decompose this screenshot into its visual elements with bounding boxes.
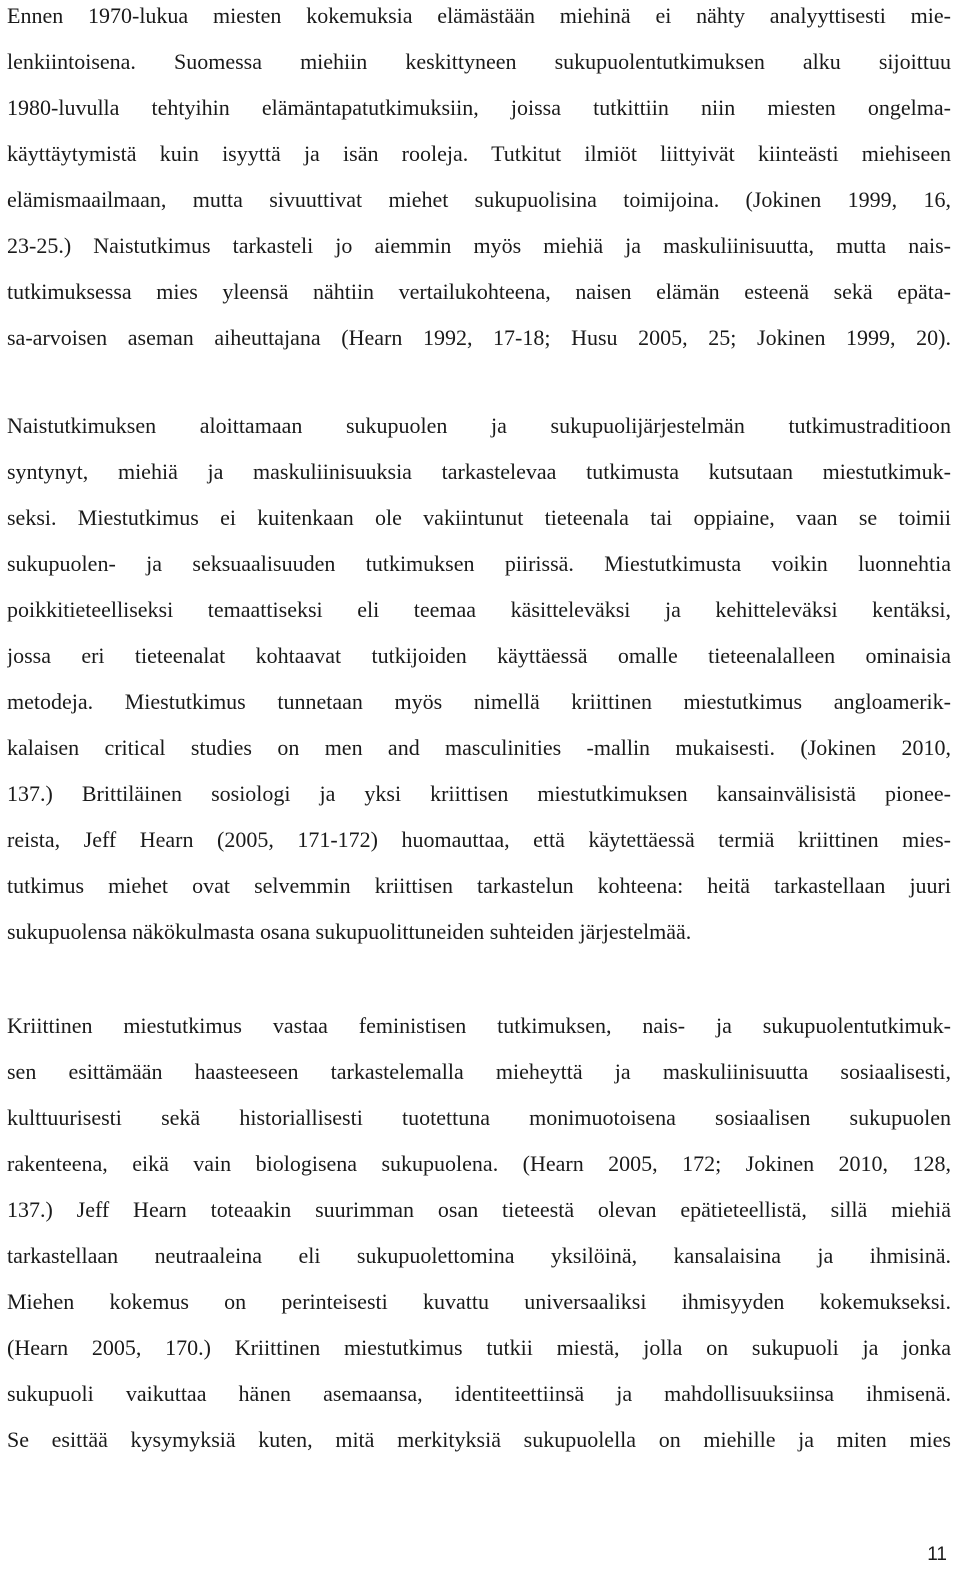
paragraph-1 — [7, 0, 951, 361]
text-line: sa-arvoisen aseman aiheuttajana (Hearn 1992, 17-18; Husu 2005, 25; Jokinen 1999, 20). — [7, 325, 951, 350]
text-line: sukupuolen- ja seksuaalisuuden tutkimuksen piirissä. Miestutkimusta voikin luonnehtia — [7, 551, 951, 576]
text-line: sukupuoli vaikuttaa hänen asemaansa, identiteettiinsä ja mahdollisuuksiinsa ihmisenä. — [7, 1381, 951, 1406]
text-line: (Hearn 2005, 170.) Kriittinen miestutkimus tutkii miestä, jolla on sukupuoli ja jonka — [7, 1335, 951, 1360]
text-line: käyttäytymistä kuin isyyttä ja isän rooleja. Tutkitut ilmiöt liittyivät kiinteästi miehiseen — [7, 141, 951, 166]
text-line: tarkastellaan neutraaleina eli sukupuolettomina yksilöinä, kansalaisina ja ihmisinä. — [7, 1243, 951, 1268]
text-line: Ennen 1970-lukua miesten kokemuksia elämästään miehinä ei nähty analyyttisesti mie- — [7, 3, 951, 28]
text-line: Miehen kokemus on perinteisesti kuvattu universaaliksi ihmisyyden kokemukseksi. — [7, 1289, 951, 1314]
text-line: metodeja. Miestutkimus tunnetaan myös nimellä kriittinen miestutkimus angloamerik- — [7, 689, 951, 714]
page-number: 11 — [927, 1544, 947, 1565]
text-line: kulttuurisesti sekä historiallisesti tuotettuna monimuotoisena sosiaalisen sukupuolen — [7, 1105, 951, 1130]
text-line: sen esittämään haasteeseen tarkastelemalla mieheyttä ja maskuliinisuutta sosiaalisesti, — [7, 1059, 951, 1084]
text-line: reista, Jeff Hearn (2005, 171-172) huomauttaa, että käytettäessä termiä kriittinen mies- — [7, 827, 951, 852]
text-line: tutkimus miehet ovat selvemmin kriittisen tarkastelun kohteena: heitä tarkastellaan juuri — [7, 873, 951, 898]
text-line: 137.) Brittiläinen sosiologi ja yksi kriittisen miestutkimuksen kansainvälisistä pionee- — [7, 781, 951, 806]
text-line: 137.) Jeff Hearn toteaakin suurimman osan tieteestä olevan epätieteellistä, sillä miehiä — [7, 1197, 951, 1222]
text-line: 1980-luvulla tehtyihin elämäntapatutkimuksiin, joissa tutkittiin niin miesten ongelma- — [7, 95, 951, 120]
text-line: seksi. Miestutkimus ei kuitenkaan ole vakiintunut tieteenala tai oppiaine, vaan se toimii — [7, 505, 951, 530]
text-line: Kriittinen miestutkimus vastaa feministisen tutkimuksen, nais- ja sukupuolentutkimuk- — [7, 1013, 951, 1038]
text-line: tutkimuksessa mies yleensä nähtiin vertailukohteena, naisen elämän esteenä sekä epäta- — [7, 279, 951, 304]
text-line: lenkiintoisena. Suomessa miehiin keskittyneen sukupuolentutkimuksen alku sijoittuu — [7, 49, 951, 74]
text-line: sukupuolensa näkökulmasta osana sukupuolittuneiden suhteiden järjestelmää. — [7, 919, 692, 944]
text-line: Se esittää kysymyksiä kuten, mitä merkityksiä sukupuolella on miehille ja miten mies — [7, 1427, 951, 1452]
text-line: jossa eri tieteenalat kohtaavat tutkijoiden käyttäessä omalle tieteenalalleen ominaisia — [7, 643, 951, 668]
text-line: 23-25.) Naistutkimus tarkasteli jo aiemmin myös miehiä ja maskuliinisuutta, mutta nais- — [7, 233, 951, 258]
text-line: kalaisen critical studies on men and masculinities -mallin mukaisesti. (Jokinen 2010, — [7, 735, 951, 760]
text-line: poikkitieteelliseksi temaattiseksi eli teemaa käsitteleväksi ja kehitteleväksi kentäksi, — [7, 597, 951, 622]
text-line: elämismaailmaan, mutta sivuuttivat miehet sukupuolisina toimijoina. (Jokinen 1999, 16, — [7, 187, 951, 212]
text-line: Naistutkimuksen aloittamaan sukupuolen ja sukupuolijärjestelmän tutkimustraditioon — [7, 413, 951, 438]
paragraph-2 — [7, 403, 951, 955]
text-line: rakenteena, eikä vain biologisena sukupuolena. (Hearn 2005, 172; Jokinen 2010, 128, — [7, 1151, 951, 1176]
paragraph-3 — [7, 1003, 951, 1463]
text-line: syntynyt, miehiä ja maskuliinisuuksia tarkastelevaa tutkimusta kutsutaan miestutkimuk- — [7, 459, 951, 484]
